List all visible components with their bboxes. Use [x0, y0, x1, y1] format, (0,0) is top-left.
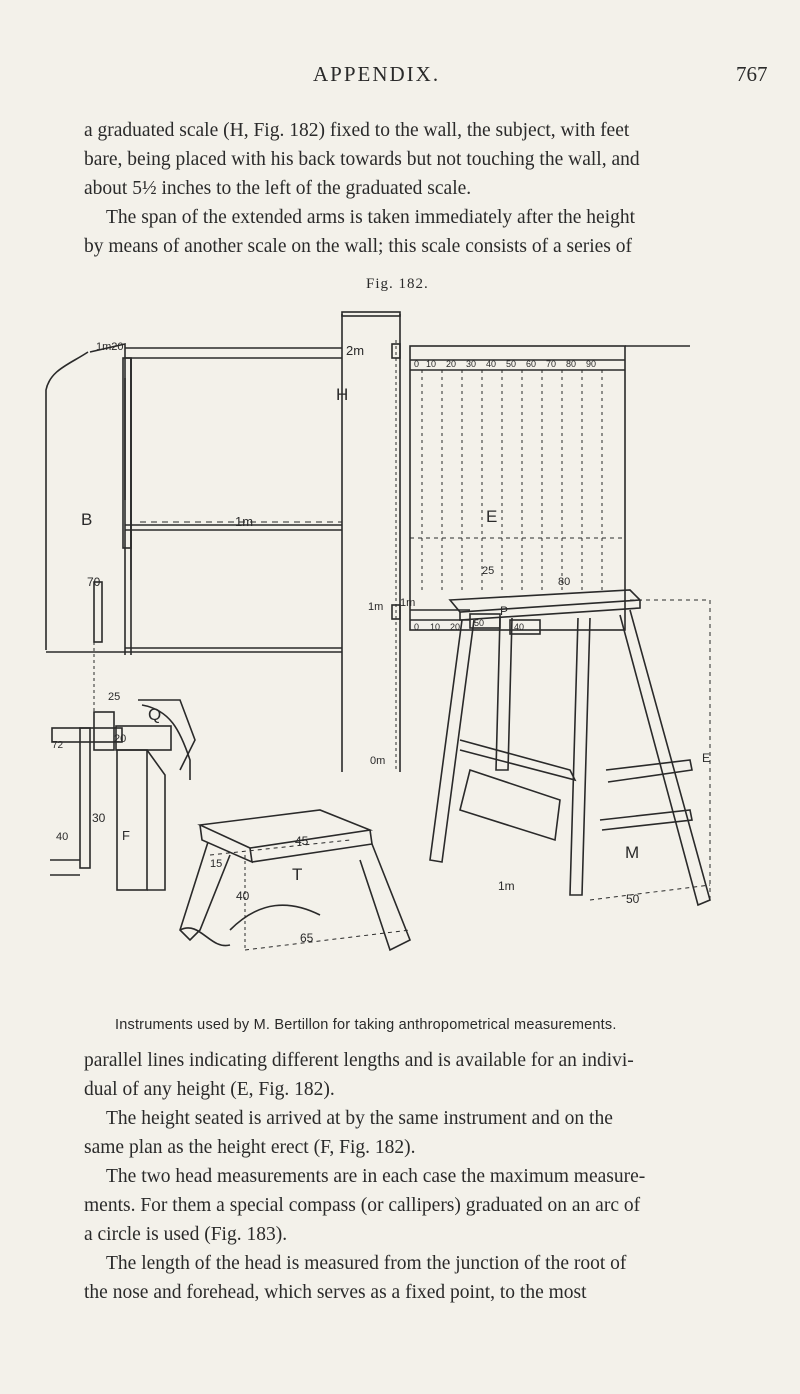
- twenty-mark: 20: [114, 733, 127, 745]
- one-m-mid-mark: 1m: [235, 514, 254, 529]
- page-number: 767: [736, 62, 768, 86]
- scale-tick: 40: [486, 359, 497, 369]
- b-label: B: [81, 510, 93, 529]
- forty-left-mark: 40: [56, 831, 69, 843]
- scale-tick: 20: [446, 359, 457, 369]
- paragraph-top: [84, 116, 716, 261]
- lower-tick: 10: [430, 622, 441, 632]
- forty-stool-mark: 40: [236, 889, 250, 903]
- q-label: Q: [148, 705, 162, 724]
- f-label: F: [122, 828, 130, 843]
- thirty-mark: 30: [92, 811, 106, 825]
- seventy-two-mark: 72: [52, 740, 64, 751]
- e-label: E: [486, 507, 498, 526]
- one-m-bottom-mark: 1m: [498, 879, 515, 893]
- one-m20-mark: 1m20: [96, 341, 124, 353]
- scale-tick: 80: [566, 359, 577, 369]
- arm-span-board-e: [410, 346, 690, 630]
- scale-tick: 60: [526, 359, 537, 369]
- scale-tick: 10: [426, 359, 437, 369]
- one-m-right-mark: 1m: [400, 597, 416, 609]
- lower-tick: 0: [414, 622, 420, 632]
- paragraph-bottom: [84, 1046, 716, 1307]
- text-line: a graduated scale (H, Fig. 182) fixed to the wall, the subject, with feet: [84, 120, 630, 141]
- text-line: same plan as the height erect (F, Fig. 182).: [84, 1137, 416, 1158]
- text-line: ments. For them a special compass (or callipers) graduated on an arc of: [84, 1195, 641, 1216]
- e-right-label: E: [702, 751, 711, 765]
- text-line: parallel lines indicating different lengths and is available for an indivi-: [84, 1050, 634, 1071]
- t-label: T: [292, 865, 303, 884]
- text-line: dual of any height (E, Fig. 182).: [84, 1079, 335, 1100]
- fifteen-mark: 15: [210, 858, 223, 870]
- scale-tick: 70: [546, 359, 557, 369]
- scale-tick: 90: [586, 359, 597, 369]
- figure-illustration: [30, 300, 730, 1010]
- p-label: P: [500, 604, 509, 618]
- fifty-mark: 50: [626, 892, 640, 906]
- scale-tick: 0: [414, 359, 420, 369]
- illustration-svg: [30, 300, 730, 1010]
- text-line: bare, being placed with his back towards but not touching the wall, and: [84, 149, 640, 170]
- text-line: by means of another scale on the wall; this scale consists of a series of: [84, 236, 633, 257]
- eighty-mark: 80: [558, 576, 571, 588]
- lower-tick: 20: [450, 622, 461, 632]
- running-title: APPENDIX.: [313, 62, 441, 86]
- figure-caption: Instruments used by M. Bertillon for taking anthropometrical measurements.: [115, 1017, 617, 1033]
- fifty-p-mark: 50: [474, 618, 485, 628]
- text-line: The length of the head is measured from the junction of the root of: [106, 1253, 627, 1274]
- page-header: [0, 62, 800, 96]
- sixty-five-mark: 65: [300, 931, 314, 945]
- seventy-mark: 70: [87, 575, 101, 589]
- one-m-mark: 1m: [368, 601, 384, 613]
- twenty-five-left-mark: 25: [108, 691, 121, 703]
- text-line: about 5½ inches to the left of the graduated scale.: [84, 178, 472, 199]
- two-m-mark: 2m: [346, 343, 365, 358]
- h-label: H: [336, 385, 349, 404]
- forty-five-mark: 45: [295, 834, 309, 848]
- scale-tick: 30: [466, 359, 477, 369]
- text-line: The span of the extended arms is taken immediately after the height: [106, 207, 636, 228]
- tall-stool-p: [430, 590, 710, 905]
- text-line: the nose and forehead, which serves as a fixed point, to the most: [84, 1282, 587, 1303]
- scale-tick: 50: [506, 359, 517, 369]
- twenty-five-right-mark: 25: [482, 565, 495, 577]
- m-label: M: [625, 843, 640, 862]
- text-line: a circle is used (Fig. 183).: [84, 1224, 288, 1245]
- text-line: The two head measurements are in each case the maximum measure-: [106, 1166, 646, 1187]
- wall-board-b: [46, 344, 342, 655]
- text-line: The height seated is arrived at by the same instrument and on the: [106, 1108, 613, 1129]
- height-scale-h: [342, 312, 400, 772]
- figure-label: Fig. 182.: [366, 276, 429, 292]
- zero-m-mark: 0m: [370, 755, 386, 767]
- forty-p-mark: 40: [514, 622, 525, 632]
